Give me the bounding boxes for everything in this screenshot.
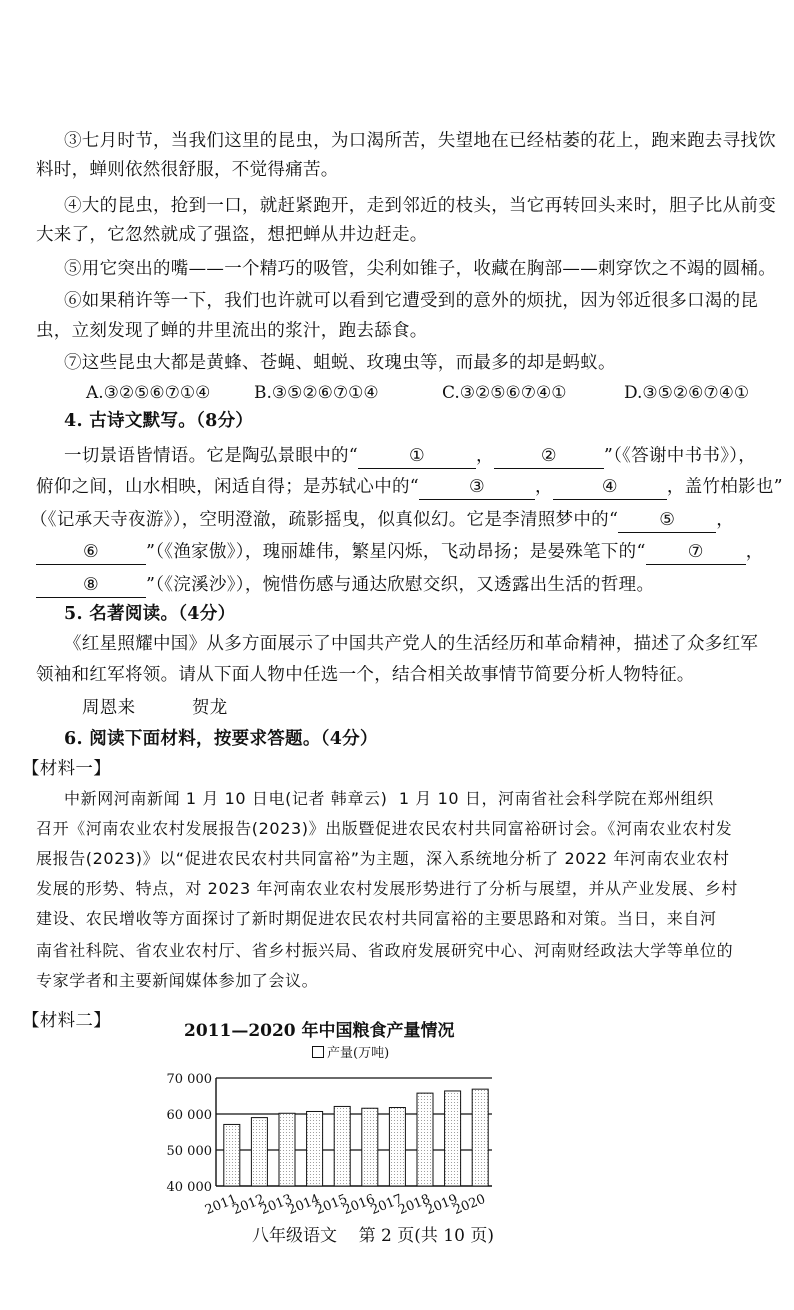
y-tick-label: 50 000 — [166, 1144, 212, 1159]
x-tick-label: 2019 — [423, 1191, 461, 1219]
legend-label: 产量(万吨) — [327, 1046, 390, 1061]
q4-line-4 — [36, 539, 764, 565]
question-6-heading: 6. 阅读下面材料，按要求答题。（4分） — [64, 729, 378, 749]
material-1-label: 【材料一】 — [22, 759, 111, 779]
y-tick-label: 40 000 — [166, 1180, 212, 1195]
q4-line-1 — [64, 443, 756, 469]
blank-8[interactable]: ⑧ — [36, 575, 146, 598]
blank-5[interactable]: ⑤ — [618, 510, 716, 533]
bar-2015 — [334, 1106, 350, 1186]
q4-line-5 — [36, 572, 654, 598]
sentence-7: ⑦这些昆虫大都是黄蜂、苍蝇、蛆蜕、玫瑰虫等，而最多的却是蚂蚁。 — [64, 353, 616, 373]
bar-2019 — [445, 1091, 461, 1186]
comma: ， — [745, 542, 764, 562]
sentence-3-line-1: ③七月时节，当我们这里的昆虫，为口渴所苦，失望地在已经枯萎的花上，跑来跑去寻找饮 — [64, 131, 776, 151]
x-tick-label: 2013 — [258, 1191, 295, 1219]
sentence-3-line-2: 料时，蝉则依然很舒服，不觉得痛苦。 — [36, 160, 339, 180]
x-tick-label: 2018 — [396, 1191, 433, 1219]
legend-swatch-icon — [312, 1046, 324, 1058]
material-2-label: 【材料二】 — [22, 1011, 111, 1031]
q4-text: ”（《答谢中书书》）， — [603, 446, 757, 466]
bar-2016 — [362, 1108, 378, 1186]
sentence-4-line-1: ④大的昆虫，抢到一口，就赶紧跑开，走到邻近的枝头，当它再转回头来时，胆子比从前变 — [64, 196, 776, 216]
bar-2012 — [251, 1118, 267, 1186]
bar-2020 — [472, 1089, 488, 1186]
x-tick-label: 2011 — [202, 1191, 240, 1219]
option-c[interactable]: C.③②⑤⑥⑦④① — [442, 383, 567, 403]
bar-2013 — [279, 1113, 295, 1186]
q4-text: 一切景语皆情语。它是陶弘景眼中的“ — [64, 446, 359, 466]
question-5-heading: 5. 名著阅读。（4分） — [64, 604, 236, 624]
sentence-6-line-1: ⑥如果稍许等一下，我们也许就可以看到它遭受到的意外的烦扰，因为邻近很多口渴的昆 — [64, 291, 759, 311]
material-1-line-5: 建设、农民增收等方面探讨了新时期促进农民农村共同富裕的主要思路和对策。当日，来自河 — [36, 909, 717, 928]
bar-2011 — [224, 1124, 240, 1186]
q4-text: ， — [716, 510, 735, 530]
blank-2[interactable]: ② — [494, 446, 604, 469]
x-tick-label: 2014 — [285, 1191, 323, 1219]
option-b[interactable]: B.③⑤②⑥⑦①④ — [254, 383, 379, 403]
q4-text: ，盖竹柏影也” — [666, 477, 783, 497]
x-tick-label: 2020 — [451, 1191, 488, 1219]
sentence-5: ⑤用它突出的嘴——一个精巧的吸管，尖利如锥子，收藏在胸部——刺穿饮之不竭的圆桶。 — [64, 259, 776, 279]
blank-3[interactable]: ③ — [419, 477, 535, 500]
x-tick-label: 2012 — [230, 1191, 267, 1219]
comma: ， — [535, 477, 553, 497]
x-tick-label: 2017 — [368, 1191, 405, 1219]
material-1-line-3: 展报告(2023)》以“促进农民农村共同富裕”为主题，深入系统地分析了 2022 年河南农业农村 — [36, 849, 730, 868]
sentence-6-line-2: 虫，立刻发现了蝉的井里流出的浆汁，跑去舔食。 — [36, 321, 428, 341]
q4-text: （《记承天寺夜游》），空明澄澈，疏影摇曳，似真似幻。它是李清照梦中的“ — [30, 510, 619, 530]
blank-1[interactable]: ① — [358, 446, 476, 469]
bar-2014 — [307, 1111, 323, 1186]
chart-title: 2011—2020 年中国粮食产量情况 — [184, 1021, 455, 1041]
q5-line-2: 领袖和红军将领。请从下面人物中任选一个，结合相关故事情节简要分析人物特征。 — [36, 665, 695, 685]
material-1-line-2: 召开《河南农业农村发展报告(2023)》出版暨促进农民农村共同富裕研讨会。《河南农业农村发 — [36, 819, 733, 838]
y-tick-label: 60 000 — [166, 1108, 212, 1123]
bar-2018 — [417, 1093, 433, 1186]
q4-text: 俯仰之间，山水相映，闲适自得；是苏轼心中的“ — [36, 477, 420, 497]
comma: ， — [476, 446, 494, 466]
material-1-line-1 — [64, 786, 714, 812]
question-4-heading: 4. 古诗文默写。（8分） — [64, 411, 254, 431]
material-1-line-6: 南省社科院、省农业农村厅、省乡村振兴局、省政府发展研究中心、河南财经政法大学等单位的 — [36, 941, 734, 960]
q4-text: ”（《浣溪沙》），惋惜伤感与通达欣慰交织，又透露出生活的哲理。 — [146, 575, 655, 595]
y-tick-label: 70 000 — [166, 1072, 212, 1087]
x-tick-label: 2016 — [340, 1191, 378, 1219]
chart-legend — [312, 1042, 389, 1061]
q4-text: ”（《渔家傲》），瑰丽雄伟，繁星闪烁，飞动昂扬；是晏殊笔下的“ — [146, 542, 646, 562]
q4-line-3 — [30, 507, 734, 533]
blank-7[interactable]: ⑦ — [646, 542, 746, 565]
q5-line-1: 《红星照耀中国》从多方面展示了中国共产党人的生活经历和革命精神，描述了众多红军 — [64, 634, 759, 654]
option-a[interactable]: A.③②⑤⑥⑦①④ — [86, 383, 211, 403]
material-1-line-4: 发展的形势、特点，对 2023 年河南农业农村发展形势进行了分析与展望，并从产业发展、乡村 — [36, 879, 738, 898]
sentence-4-line-2: 大来了，它忽然就成了强盗，想把蝉从井边赶走。 — [36, 225, 428, 245]
person-option-2: 贺龙 — [192, 698, 228, 718]
footer-page-number: 第 2 页(共 10 页) — [358, 1226, 494, 1246]
bar-2017 — [389, 1108, 405, 1186]
person-option-1: 周恩来 — [82, 698, 136, 718]
option-d[interactable]: D.③⑤②⑥⑦④① — [624, 383, 750, 403]
material-1-line-7: 专家学者和主要新闻媒体参加了会议。 — [36, 971, 319, 990]
news-text: 1 月 10 日，河南省社会科学院在郑州组织 — [398, 789, 714, 808]
blank-4[interactable]: ④ — [553, 477, 667, 500]
x-tick-label: 2015 — [313, 1191, 350, 1219]
q4-line-2 — [36, 474, 783, 500]
footer-subject: 八年级语文 — [252, 1226, 337, 1246]
page-footer — [252, 1221, 494, 1246]
blank-6[interactable]: ⑥ — [36, 542, 146, 565]
news-dateline: 中新网河南新闻 1 月 10 日电(记者 韩章云) — [64, 789, 388, 808]
